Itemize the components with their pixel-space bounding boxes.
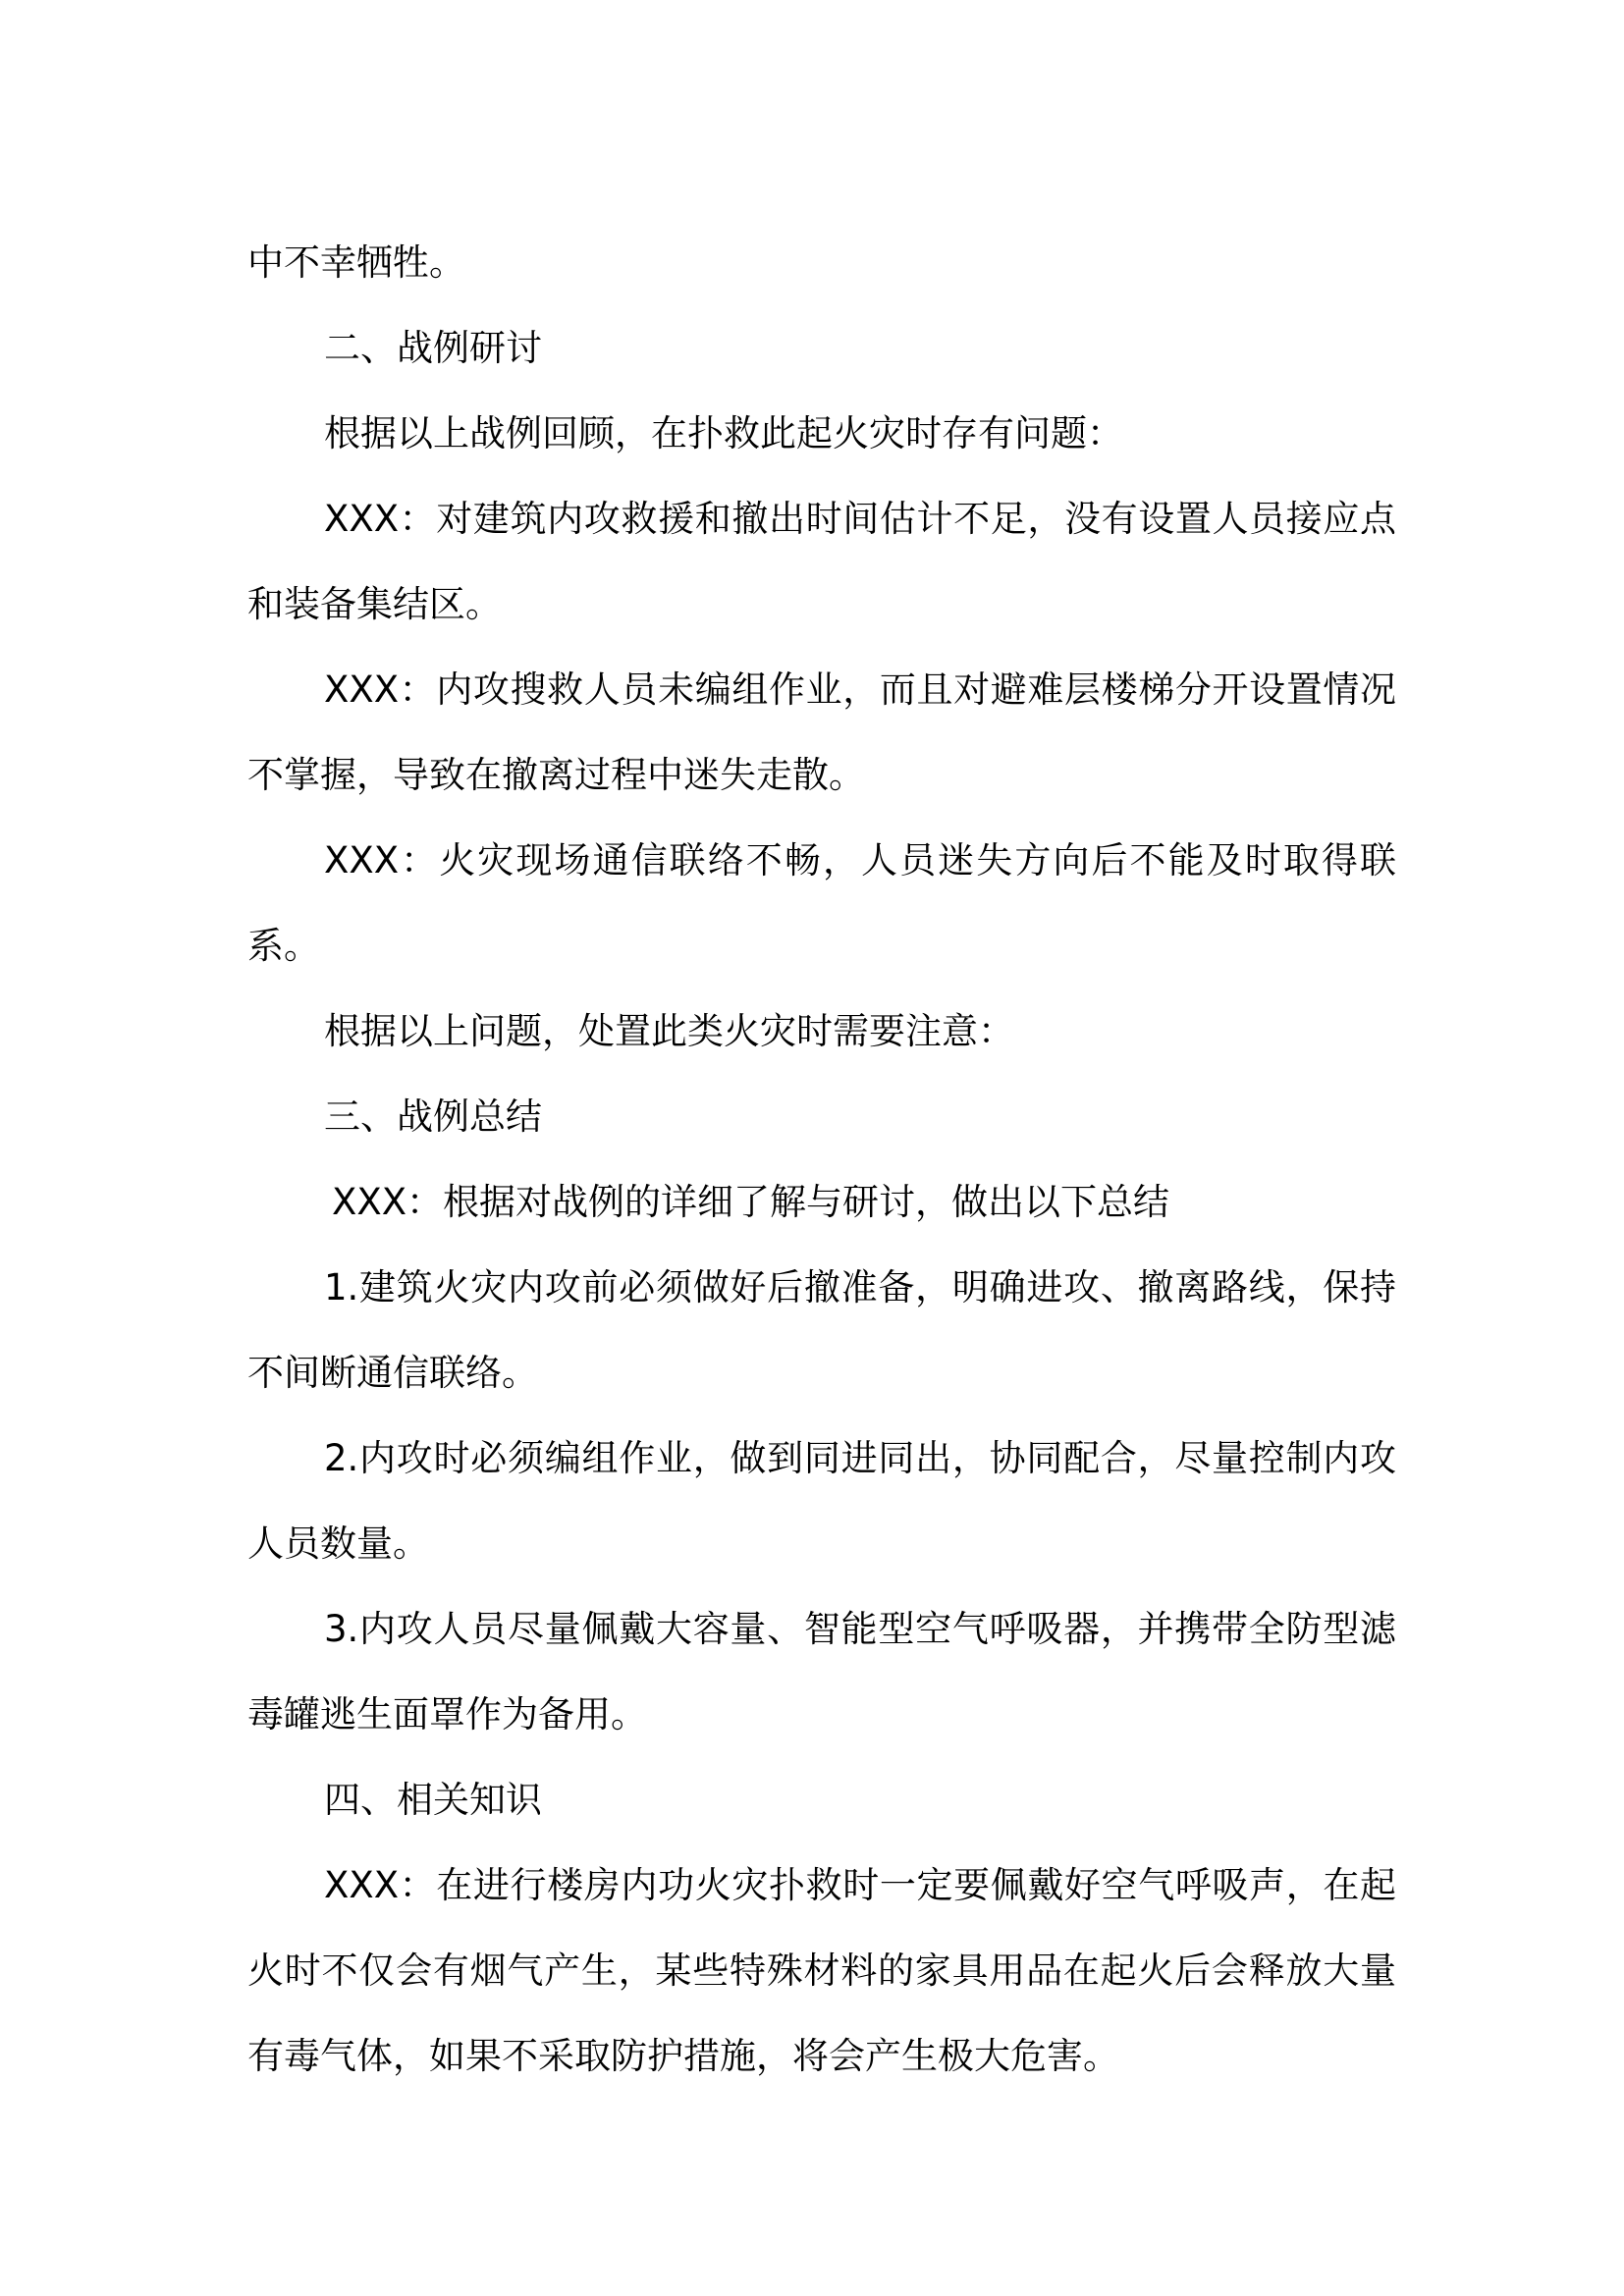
paragraph-problem-2: XXX：内攻搜救人员未编组作业，而且对避难层楼梯分开设置情况不掌握，导致在撤离过程中迷失走散。: [247, 668, 1396, 796]
section-heading-case-discussion: 二、战例研讨: [324, 327, 542, 369]
paragraph-summary-item-3: 3.内攻人员尽量佩戴大容量、智能型空气呼吸器，并携带全防型滤毒罐逃生面罩作为备用。: [247, 1608, 1396, 1735]
paragraph-attention-intro: 根据以上问题，处置此类火灾时需要注意：: [324, 1010, 1014, 1052]
paragraph-summary-item-1: 1.建筑火灾内攻前必须做好后撤准备，明确进攻、撤离路线，保持不间断通信联络。: [247, 1266, 1396, 1394]
paragraph-problems-intro: 根据以上战例回顾，在扑救此起火灾时存有问题：: [324, 412, 1123, 454]
section-heading-case-summary: 三、战例总结: [324, 1095, 542, 1138]
paragraph-summary-item-2: 2.内攻时必须编组作业，做到同进同出，协同配合，尽量控制内攻人员数量。: [247, 1437, 1396, 1565]
paragraph-continuation: 中不幸牺牲。: [247, 241, 465, 284]
document-body: [247, 220, 1396, 2099]
paragraph-problem-1: XXX：对建筑内攻救援和撤出时间估计不足，没有设置人员接应点和装备集结区。: [247, 498, 1396, 625]
section-heading-related-knowledge: 四、相关知识: [324, 1779, 542, 1821]
paragraph-problem-3: XXX：火灾现场通信联络不畅，人员迷失方向后不能及时取得联系。: [247, 839, 1396, 967]
paragraph-knowledge: XXX：在进行楼房内功火灾扑救时一定要佩戴好空气呼吸声，在起火时不仅会有烟气产生，某些特殊材料的家具用品在起火后会释放大量有毒气体，如果不采取防护措施，将会产生极大危害。: [247, 1864, 1396, 2077]
paragraph-summary-intro: XXX：根据对战例的详细了解与研讨，做出以下总结: [332, 1181, 1170, 1223]
